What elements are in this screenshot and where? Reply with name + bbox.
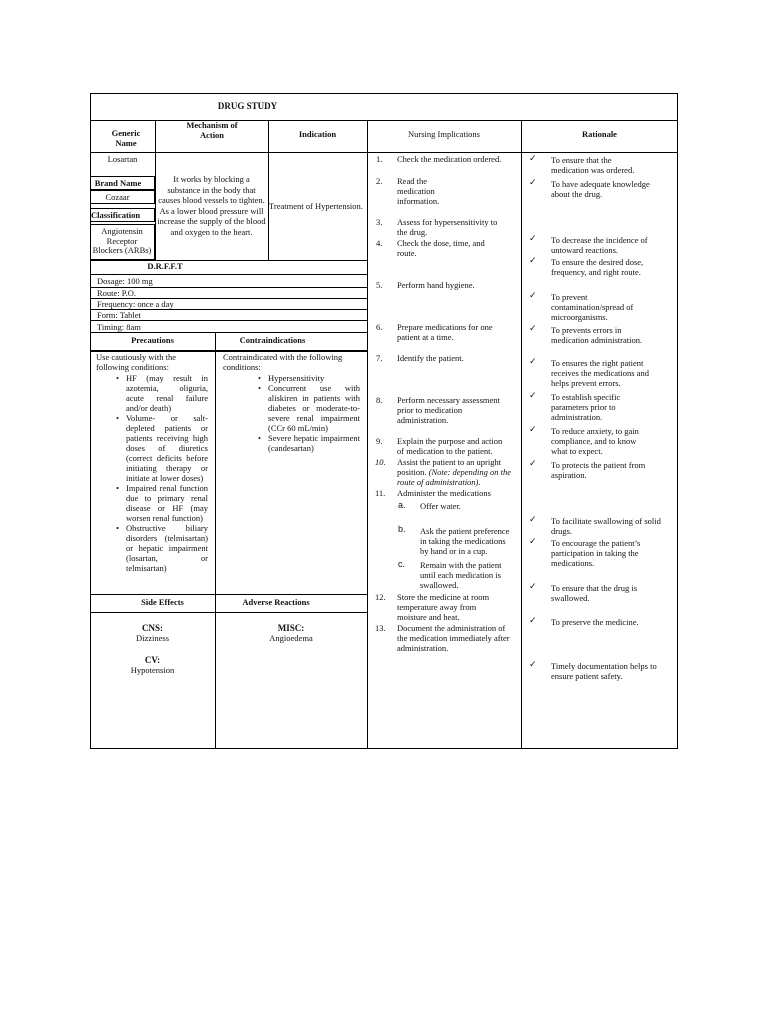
- divider: [90, 320, 367, 321]
- contraindications-title: Contraindications: [239, 335, 306, 345]
- divider: [90, 332, 367, 333]
- rationale-item: To ensure the desired dose, frequency, and right route.: [551, 257, 644, 277]
- header-nursing: Nursing Implications: [407, 129, 480, 139]
- precaution-item: • Obstructive biliary disorders (telmisartan) or hepatic impairment (losartan, or telmisartan): [126, 523, 208, 573]
- nursing-item: Read the medication information.: [397, 176, 440, 206]
- contraindication-item: • Concurrent use with aliskiren in patients with diabetes or moderate-to-severe renal impairment (CCr 60 mL/min): [268, 383, 360, 433]
- precaution-item: • Impaired renal function due to primary renal disease or HF (may worsen renal function): [126, 483, 208, 523]
- cv-label: CV:: [144, 655, 161, 665]
- rationale-item: To ensure that the drug is swallowed.: [551, 583, 638, 603]
- nursing-subletter: b.: [398, 524, 406, 534]
- divider: [90, 152, 678, 153]
- nursing-number: 8.: [376, 395, 383, 405]
- divider: [90, 120, 678, 121]
- frequency: Frequency: once a day: [97, 299, 174, 309]
- nursing-number: 5.: [376, 280, 383, 290]
- page-title: DRUG STUDY: [217, 101, 278, 111]
- contraindication-item: • Severe hepatic impairment (candesartan): [268, 433, 360, 453]
- nursing-item: Administer the medications: [397, 488, 491, 498]
- check-icon: ✓: [529, 323, 537, 333]
- nursing-item: Identify the patient.: [397, 353, 464, 363]
- dosage: Dosage: 100 mg: [97, 276, 153, 286]
- check-icon: ✓: [529, 536, 537, 546]
- nursing-number: 7.: [376, 353, 383, 363]
- nursing-item: Store the medicine at room temperature away from moisture and heat.: [397, 592, 490, 622]
- header-mechanism: Mechanism of Action: [186, 120, 238, 140]
- misc-label: MISC:: [277, 623, 305, 633]
- precautions-title: Precautions: [131, 335, 174, 345]
- adverse-title: Adverse Reactions: [242, 597, 310, 607]
- nursing-item: Prepare medications for one patient at a time.: [397, 322, 493, 342]
- check-icon: ✓: [529, 356, 537, 366]
- nursing-item: Check the medication ordered.: [397, 154, 502, 164]
- misc-reaction: Angioedema: [269, 633, 313, 643]
- rationale-item: To preserve the medicine.: [551, 617, 639, 627]
- rationale-item: To prevents errors in medication administration.: [551, 325, 643, 345]
- precaution-item: • Volume- or salt-depleted patients or patients receiving high doses of diuretics (correct deficits before initiating therapy or initiate at lower doses): [126, 413, 208, 483]
- nursing-number: 2.: [376, 176, 383, 186]
- nursing-number: 3.: [376, 217, 383, 227]
- check-icon: ✓: [529, 424, 537, 434]
- check-icon: ✓: [529, 390, 537, 400]
- nursing-item: Check the dose, time, and route.: [397, 238, 485, 258]
- route: Route: P.O.: [97, 288, 136, 298]
- nursing-number: 12.: [375, 592, 386, 602]
- check-icon: ✓: [529, 177, 537, 187]
- divider: [90, 612, 367, 613]
- nursing-number: 13.: [375, 623, 386, 633]
- classification: Angiotensin Receptor Blockers (ARBs): [92, 226, 152, 255]
- rationale-item: To prevent contamination/spread of microorganisms.: [551, 292, 634, 322]
- divider: [367, 120, 368, 749]
- nursing-subletter: c.: [398, 559, 406, 569]
- divider: [268, 120, 269, 260]
- cns-effect: Dizziness: [135, 633, 170, 643]
- contraindications-section: [223, 352, 360, 453]
- contraindication-item: • Hypersensitivity: [268, 373, 360, 383]
- nursing-item: Assess for hypersensitivity to the drug.: [397, 217, 498, 237]
- brand-name-label: Brand Name: [94, 178, 142, 188]
- drfft-title: D.R.F.F.T: [147, 261, 183, 271]
- classification-label: Classification: [91, 210, 141, 220]
- nursing-number: 9.: [376, 436, 383, 446]
- nursing-number: 11.: [375, 488, 386, 498]
- nursing-item: Remain with the patient until each medication is swallowed.: [420, 560, 502, 590]
- check-icon: ✓: [529, 659, 537, 669]
- contraindications-intro: Contraindicated with the following conditions:: [223, 352, 343, 372]
- check-icon: ✓: [529, 255, 537, 265]
- form: Form: Tablet: [97, 310, 141, 320]
- nursing-item: Perform necessary assessment prior to medication administration.: [397, 395, 500, 425]
- header-rationale: Rationale: [582, 129, 617, 139]
- indication: Treatment of Hypertension.: [269, 201, 363, 211]
- mechanism-of-action: It works by blocking a substance in the body that causes blood vessels to tighten. As a lower blood pressure will increase the supply of the blood and oxygen to the heart.: [157, 174, 266, 237]
- nursing-number: 1.: [376, 154, 383, 164]
- brand-name: Cozaar: [105, 192, 130, 202]
- rationale-item: To facilitate swallowing of solid drugs.: [551, 516, 661, 536]
- rationale-item: Timely documentation helps to ensure patient safety.: [551, 661, 657, 681]
- precautions-section: [96, 352, 208, 573]
- timing: Timing: 8am: [97, 322, 141, 332]
- cv-effect: Hypotension: [130, 665, 175, 675]
- check-icon: ✓: [529, 458, 537, 468]
- nursing-item-note: (Note: depending on the route of administration).: [397, 467, 512, 487]
- nursing-number: 10.: [375, 457, 386, 467]
- rationale-item: To reduce anxiety, to gain compliance, and to know what to expect.: [551, 426, 639, 456]
- check-icon: ✓: [529, 290, 537, 300]
- header-indication: Indication: [298, 129, 337, 139]
- header-generic-name: Generic Name: [111, 128, 141, 148]
- rationale-item: To encourage the patient’s participation in taking the medications.: [551, 538, 641, 568]
- nursing-number: 6.: [376, 322, 383, 332]
- nursing-subletter: a.: [398, 500, 406, 510]
- nursing-item: Document the administration of the medication immediately after administration.: [397, 623, 510, 653]
- divider: [90, 594, 367, 595]
- precaution-item: • HF (may result in azotemia, oliguria, acute renal failure and/or death): [126, 373, 208, 413]
- rationale-item: To decrease the incidence of untoward reactions.: [551, 235, 648, 255]
- rationale-item: To ensures the right patient receives the medications and helps prevent errors.: [551, 358, 649, 388]
- divider: [215, 332, 216, 749]
- check-icon: ✓: [529, 581, 537, 591]
- cns-label: CNS:: [141, 623, 163, 633]
- nursing-item: Explain the purpose and action of medication to the patient.: [397, 436, 503, 456]
- check-icon: ✓: [529, 514, 537, 524]
- check-icon: ✓: [529, 233, 537, 243]
- nursing-number: 4.: [376, 238, 383, 248]
- rationale-item: To ensure that the medication was ordered.: [551, 155, 635, 175]
- generic-name: Losartan: [107, 154, 138, 164]
- nursing-item: Perform hand hygiene.: [397, 280, 475, 290]
- check-icon: ✓: [529, 615, 537, 625]
- nursing-item: Ask the patient preference in taking the medications by hand or in a cup.: [420, 526, 510, 556]
- rationale-item: To establish specific parameters prior to administration.: [551, 392, 621, 422]
- rationale-item: To protects the patient from aspiration.: [551, 460, 646, 480]
- nursing-item-text: Assist the patient to an upright position.: [397, 457, 502, 477]
- side-effects-title: Side Effects: [141, 597, 184, 607]
- check-icon: ✓: [529, 153, 537, 163]
- nursing-item: Offer water.: [420, 501, 461, 511]
- divider: [90, 274, 367, 275]
- divider: [521, 120, 522, 749]
- rationale-item: To have adequate knowledge about the drug.: [551, 179, 650, 199]
- nursing-item: [397, 457, 515, 487]
- precautions-intro: Use cautiously with the following conditions:: [96, 352, 177, 372]
